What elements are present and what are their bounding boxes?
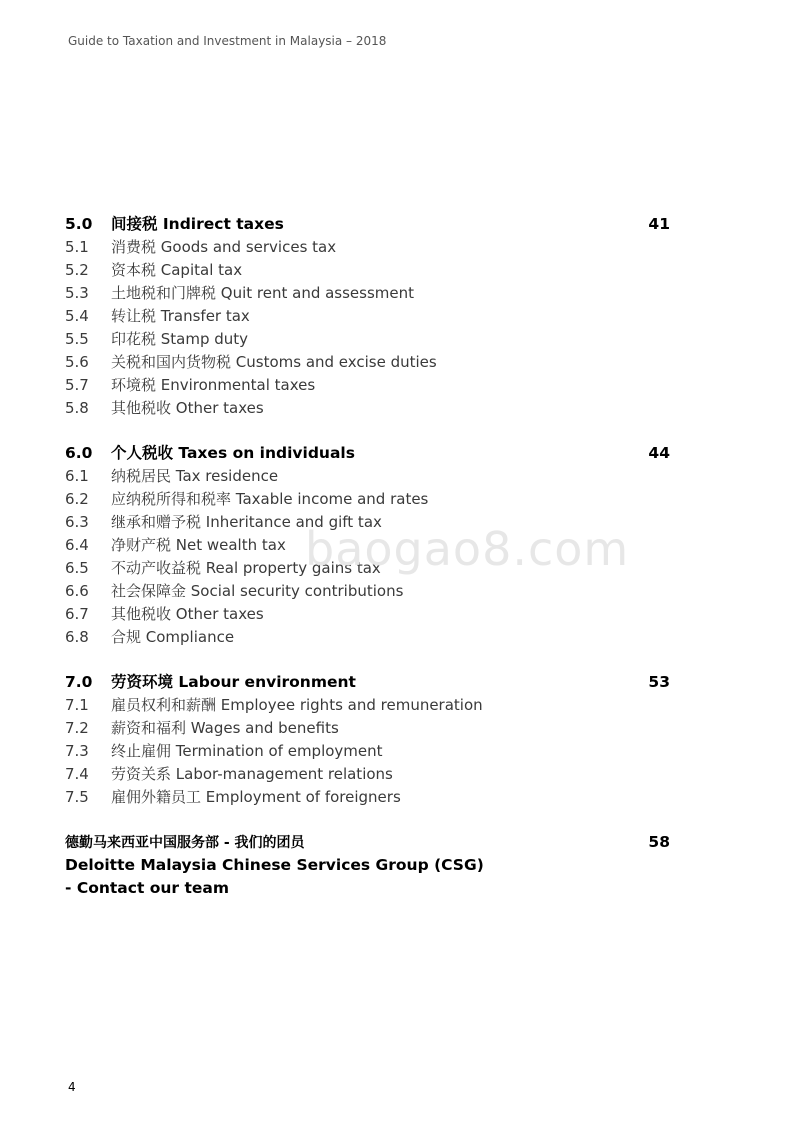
section-number: 7.0 [65,673,93,691]
toc-item[interactable] [65,511,670,534]
item-title: 其他税收 Other taxes [111,399,264,417]
item-title: 纳税居民 Tax residence [111,467,279,485]
item-number: 6.2 [65,490,89,508]
toc-item[interactable] [65,236,670,259]
toc-item[interactable] [65,694,670,717]
item-number: 6.8 [65,628,89,646]
item-title: 其他税收 Other taxes [111,605,264,623]
page-number: 44 [648,444,670,462]
toc-heading[interactable] [65,442,670,465]
watermark: baogao8.com [305,522,630,576]
section-number: 6.0 [65,444,93,462]
toc-item[interactable] [65,603,670,626]
item-number: 5.5 [65,330,89,348]
item-title: 转让税 Transfer tax [111,307,250,325]
toc-item[interactable] [65,740,670,763]
csg-heading [65,831,670,854]
item-number: 6.3 [65,513,89,531]
toc-item[interactable] [65,351,670,374]
item-number: 5.2 [65,261,89,279]
item-title: 土地税和门牌税 Quit rent and assessment [111,284,415,302]
item-number: 6.6 [65,582,89,600]
csg-title-english-cont: - Contact our team [65,879,230,897]
toc-item[interactable] [65,786,670,809]
toc-section-5 [65,213,670,420]
toc-item[interactable] [65,465,670,488]
item-title: 终止雇佣 Termination of employment [111,742,383,760]
item-number: 7.1 [65,696,89,714]
item-title: 雇佣外籍员工 Employment of foreigners [111,788,401,806]
toc-csg-entry[interactable] [65,831,670,900]
page-number: 41 [648,215,670,233]
toc-item[interactable] [65,259,670,282]
item-number: 5.6 [65,353,89,371]
csg-title-chinese: 德勤马来西亚中国服务部 - 我们的团员 [65,835,305,851]
item-number: 7.3 [65,742,89,760]
running-header: Guide to Taxation and Investment in Malaysia – 2018 [68,34,387,48]
item-title: 社会保障金 Social security contributions [111,582,404,600]
toc-item[interactable] [65,763,670,786]
item-number: 6.1 [65,467,89,485]
item-title: 继承和赠予税 Inheritance and gift tax [111,513,382,531]
item-number: 5.1 [65,238,89,256]
item-title: 雇员权利和薪酬 Employee rights and remuneration [111,696,483,714]
item-title: 应纳税所得和税率 Taxable income and rates [111,490,429,508]
item-number: 6.4 [65,536,89,554]
item-number: 5.3 [65,284,89,302]
toc-item[interactable] [65,328,670,351]
item-number: 6.5 [65,559,89,577]
item-number: 5.4 [65,307,89,325]
item-number: 7.4 [65,765,89,783]
section-title: 劳资环境 Labour environment [111,673,356,691]
csg-title-english: Deloitte Malaysia Chinese Services Group (CSG) [65,856,484,874]
toc-item[interactable] [65,374,670,397]
toc-item[interactable] [65,717,670,740]
toc-item[interactable] [65,557,670,580]
table-of-contents [65,213,670,900]
page-number-footer: 4 [68,1080,76,1094]
item-title: 关税和国内货物税 Customs and excise duties [111,353,437,371]
toc-heading[interactable] [65,213,670,236]
item-number: 7.2 [65,719,89,737]
section-title: 间接税 Indirect taxes [111,215,284,233]
page-number: 58 [648,833,670,851]
page-number: 53 [648,673,670,691]
item-title: 净财产税 Net wealth tax [111,536,286,554]
item-title: 薪资和福利 Wages and benefits [111,719,339,737]
section-title: 个人税收 Taxes on individuals [111,444,355,462]
toc-item[interactable] [65,488,670,511]
item-title: 印花税 Stamp duty [111,330,249,348]
item-title: 环境税 Environmental taxes [111,376,316,394]
item-number: 5.8 [65,399,89,417]
item-title: 不动产收益税 Real property gains tax [111,559,381,577]
item-title: 消费税 Goods and services tax [111,238,337,256]
toc-item[interactable] [65,580,670,603]
item-title: 合规 Compliance [111,628,235,646]
toc-item[interactable] [65,282,670,305]
toc-item[interactable] [65,534,670,557]
toc-item[interactable] [65,305,670,328]
item-number: 7.5 [65,788,89,806]
toc-item[interactable] [65,626,670,649]
item-number: 5.7 [65,376,89,394]
toc-heading[interactable] [65,671,670,694]
item-number: 6.7 [65,605,89,623]
section-number: 5.0 [65,215,93,233]
toc-section-6 [65,442,670,649]
item-title: 劳资关系 Labor-management relations [111,765,393,783]
item-title: 资本税 Capital tax [111,261,243,279]
toc-item[interactable] [65,397,670,420]
toc-section-7 [65,671,670,809]
